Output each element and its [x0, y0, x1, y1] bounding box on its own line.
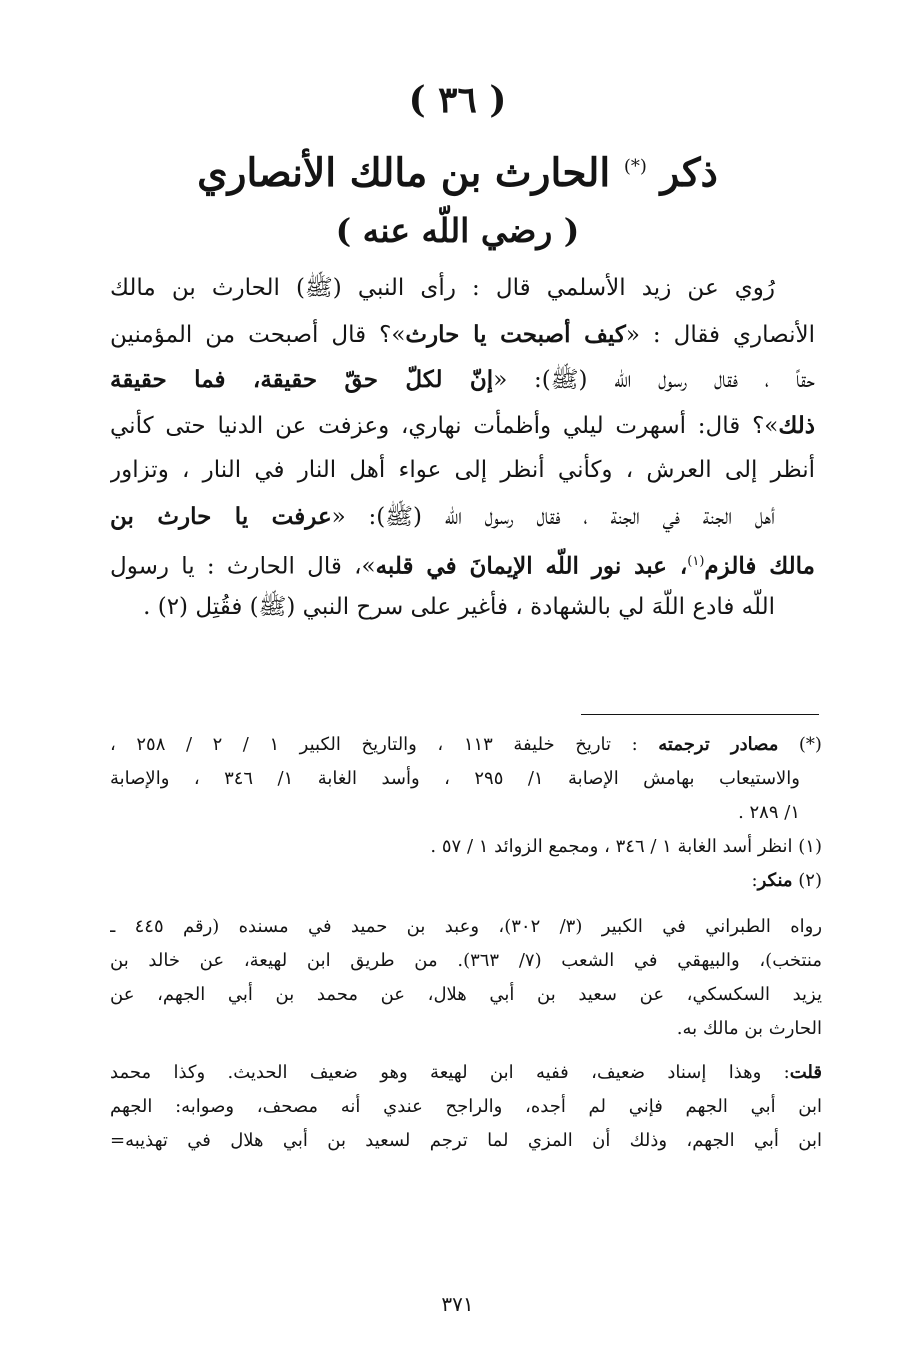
- prophet-quote: كيف أصبحت يا حارث: [405, 320, 626, 348]
- text-line-7: [110, 539, 815, 585]
- footnote-star-line-2: والاستيعاب بهامش الإصابة ١/ ٢٩٥ ، وأسد الغابة ١/ ٣٤٦ ، والإصابة: [110, 768, 801, 789]
- footnote-1: (١) انظر أسد الغابة ١ / ٣٤٦ ، ومجمع الزوائد ١ / ٥٧ .: [430, 836, 822, 857]
- text-run: »، قال الحارث : يا رسول: [110, 553, 376, 580]
- prophet-quote: إنّ لكلّ حقّ حقيقة، فما حقيقة: [110, 366, 494, 393]
- page-subtitle: ( رضي اللّه عنه ): [335, 211, 580, 250]
- footnote-star-line-3: ١/ ٢٨٩ .: [738, 802, 800, 823]
- footnote-2-line-4: الحارث بن مالك به.: [676, 1018, 822, 1039]
- footnote-2-line-2: منتخب)، والبيهقي في الشعب (٧/ ٣٦٣). من طريق ابن لهيعة، عن خالد بن: [110, 950, 822, 971]
- text-run: أهل الجنة في الجنة ، فقال رسول الله (ﷺ): «: [331, 503, 775, 530]
- text-run: حقاً ، فقال رسول اللّه (ﷺ): «: [493, 367, 815, 393]
- footnotes: [110, 728, 822, 1158]
- comment-line-2: ابن أبي الجهم فإني لم أجده، والراجح عندي أنه مصحف، وصوابه: الجهم: [110, 1096, 822, 1117]
- spacer: [110, 1046, 822, 1056]
- comment-line-1: [110, 1056, 822, 1090]
- title-prefix: ذكر: [660, 150, 718, 196]
- prophet-quote: مالك فالزم: [704, 552, 815, 580]
- text-line-8: اللّه فادع اللّهَ لي بالشهادة ، فأغير على سرح النبي (ﷺ) فقُتِل (٢) .: [143, 593, 775, 620]
- page-number: ٣٧١: [441, 1292, 474, 1316]
- footnote-marker: (٢): [798, 870, 822, 891]
- comment-label: قلت: [789, 1062, 822, 1083]
- chapter-number: ( ٣٦ ): [408, 79, 507, 121]
- text-line-2: [110, 312, 815, 358]
- comment-line-3: ابن أبي الجهم، وذلك أن المزي لما ترجم لسعيد بن أبي هلال في تهذيبه=: [110, 1130, 822, 1151]
- page-title: [0, 140, 915, 200]
- text-run: : تاريخ خليفة ١١٣ ، والتاريخ الكبير ١ / ٢ / ٢٥٨ ،: [110, 734, 638, 755]
- title-name: الحارث بن مالك الأنصاري: [197, 150, 611, 196]
- text-line-6: [110, 494, 815, 540]
- footnote-marker: (*): [798, 734, 822, 755]
- prophet-quote: عرفت يا حارث بن: [110, 502, 332, 530]
- text-line-5: أنظر إلى العرش ، وكأني أنظر إلى عواء أهل النار في النار ، وتزاور: [110, 457, 815, 483]
- spacer: [110, 898, 822, 910]
- text-line-1: رُوي عن زيد الأسلمي قال : رأى النبي (ﷺ) الحارث بن مالك: [110, 275, 775, 301]
- text-run: : وهذا إسناد ضعيف، ففيه ابن لهيعة وهو ضعيف الحديث. وكذا محمد: [110, 1062, 790, 1083]
- main-text: [110, 266, 815, 630]
- footnote-divider: [581, 714, 819, 715]
- footnote-2-line-3: يزيد السكسكي، عن سعيد بن أبي هلال، عن محمد بن أبي الجهم، عن: [110, 984, 822, 1005]
- text-run: :: [751, 870, 758, 891]
- text-line-3: [110, 357, 815, 403]
- footnote-2-line-1: رواه الطبراني في الكبير (٣/ ٣٠٢)، وعبد بن حميد في مسنده (رقم ٤٤٥ ـ: [110, 916, 822, 937]
- footnote-label: منكر: [757, 870, 793, 891]
- prophet-quote: ذلك: [778, 411, 815, 439]
- prophet-quote: ، عبد نور اللّه الإيمانَ في قلبه: [375, 552, 688, 580]
- footnote-star-line-1: [110, 728, 822, 762]
- footnote-ref: (١): [687, 554, 705, 569]
- footnote-2-header: [110, 864, 822, 898]
- footnote-label: مصادر ترجمته: [658, 734, 779, 755]
- text-run: »؟ قال أصبحت من المؤمنين: [110, 321, 406, 348]
- text-line-4: [110, 403, 815, 449]
- text-run: الأنصاري فقال : «: [625, 321, 815, 348]
- text-run: »؟ قال: أسهرت ليلي وأظمأت نهاري، وعزفت عن الدنيا حتى كأني: [110, 412, 779, 439]
- title-footnote-marker: (*): [623, 156, 647, 177]
